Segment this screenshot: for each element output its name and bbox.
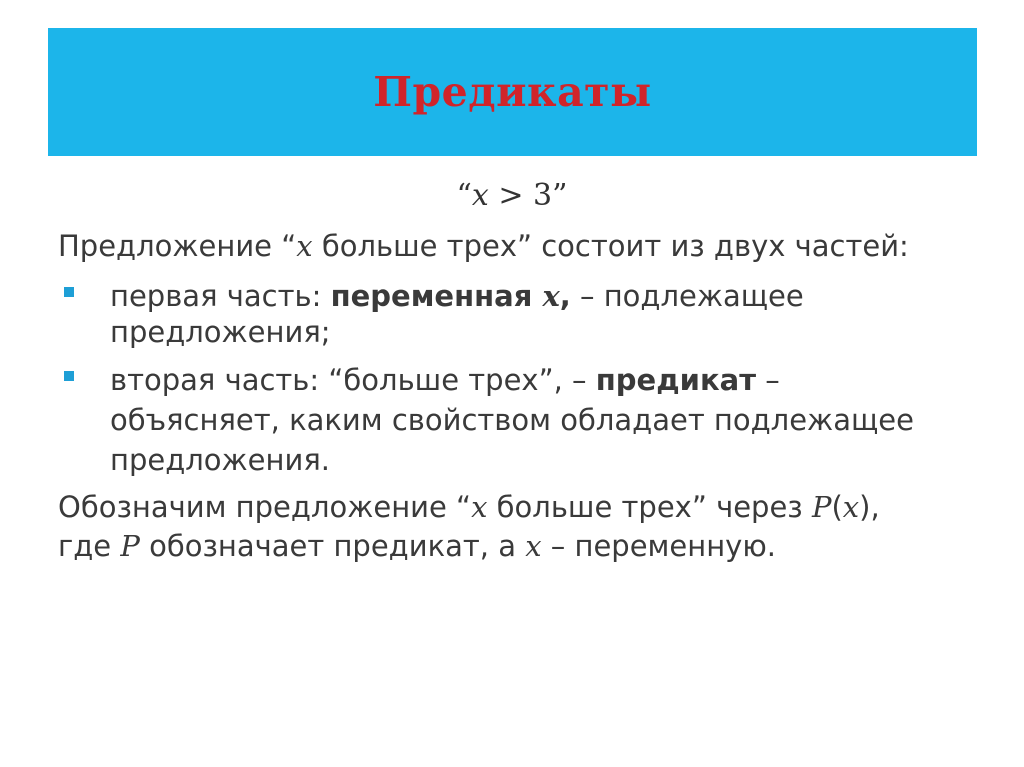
bullet-1-bold: переменная [330,279,543,313]
conclusion-2-mid: обозначает предикат, а [139,529,526,563]
bullet-1-pre: первая часть: [110,279,331,313]
bullet-square-icon [64,287,74,297]
bullet-1-variable: x [542,279,560,313]
bullet-1-line-2: предложения; [110,315,331,349]
conclusion-1-func: P [811,490,832,524]
title-bar [48,28,977,156]
bullet-2-line-1 [110,362,780,398]
conclusion-2-post: – переменную. [541,529,776,563]
conclusion-1-open: ( [831,490,843,524]
conclusion-1-variable: x [471,490,488,524]
formula-variable: x [471,178,489,213]
conclusion-2-pre: где [58,529,121,563]
formula-open-quote: “ [456,178,472,213]
bullet-2-line-3: предложения. [110,443,330,477]
conclusion-1-mid: больше трех” через [487,490,812,524]
intro-variable: x [296,229,313,263]
conclusion-1-pre: Обозначим предложение “ [58,490,472,524]
formula-close-quote: ” [552,178,568,213]
conclusion-2-variable-x: x [525,529,542,563]
intro-pre: Предложение “ [58,229,297,263]
intro-line [58,228,909,264]
bullet-2-pre: вторая часть: “больше трех”, – [110,363,596,397]
bullet-square-icon [64,371,74,381]
conclusion-1-arg: x [842,490,860,524]
conclusion-line-1 [58,489,880,525]
bullet-1-comma: , [559,279,571,313]
conclusion-line-2 [58,528,776,564]
intro-post: больше трех” состоит из двух частей: [312,229,909,263]
bullet-2-line-2: объясняет, каким свойством обладает подлежащее [110,403,914,437]
bullet-2-bold: предикат [595,363,757,397]
conclusion-2-variable-p: P [120,529,140,563]
slide-title: Предикаты [373,68,652,116]
bullet-1-post: – подлежащее [570,279,804,313]
conclusion-1-close: ), [859,490,880,524]
bullet-1-line-1 [110,278,804,314]
bullet-2-post: – [756,363,780,397]
formula [0,178,1024,213]
formula-rest: > 3 [488,178,553,213]
